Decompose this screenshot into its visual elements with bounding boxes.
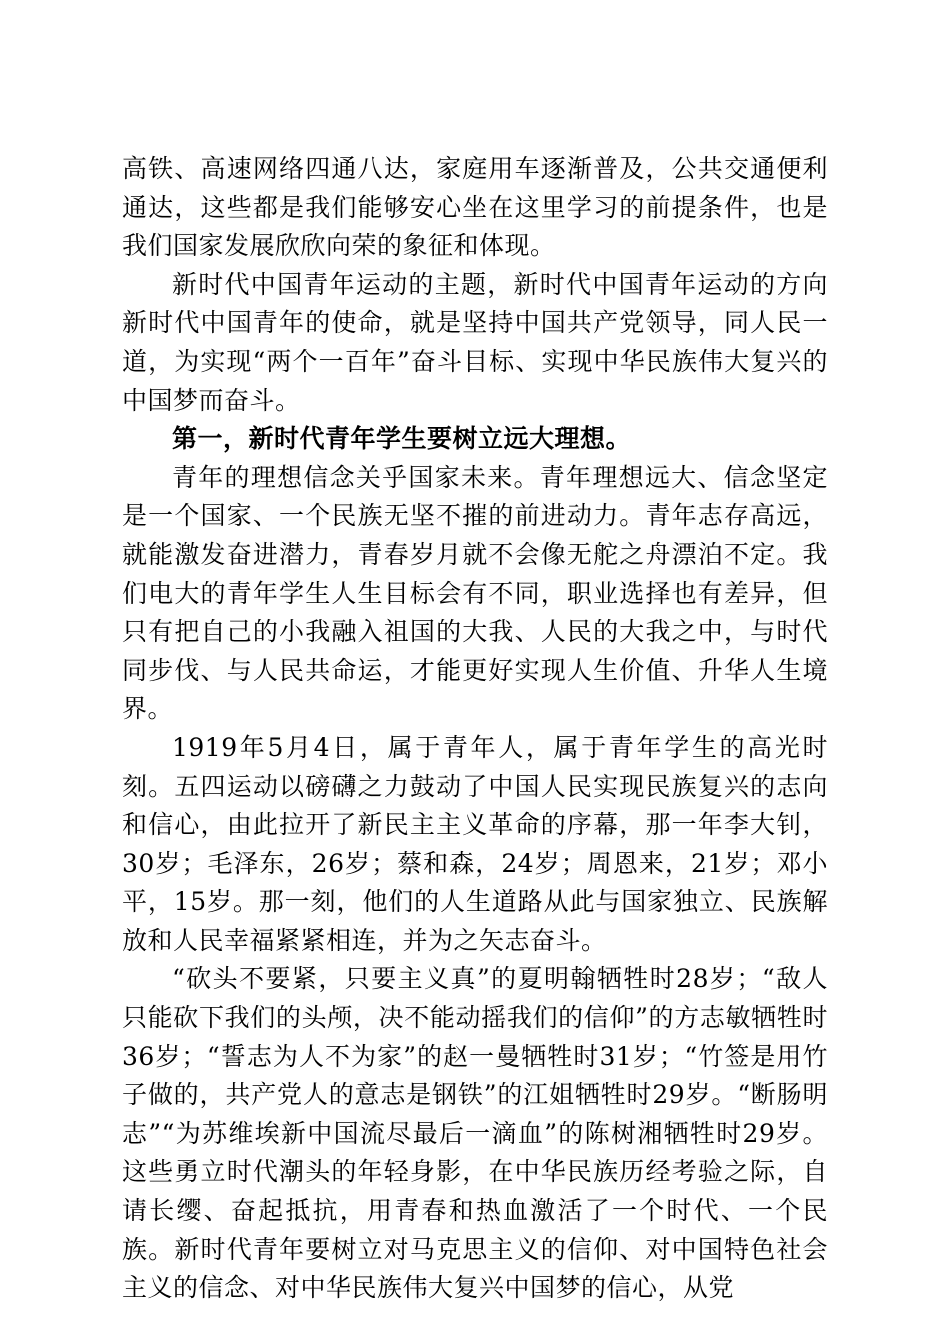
paragraph-youth-mission: 新时代中国青年运动的主题，新时代中国青年运动的方向新时代中国青年的使命，就是坚持中国共产党领导，同人民一道，为实现“两个一百年”奋斗目标、实现中华民族伟大复兴的中国梦而奋斗。 xyxy=(122,269,828,415)
paragraph-ideals: 青年的理想信念关乎国家未来。青年理想远大、信念坚定是一个国家、一个民族无坚不摧的前进动力。青年志存高远，就能激发奋进潜力，青春岁月就不会像无舵之舟漂泊不定。我们电大的青年学生人生目标会有不同，职业选择也有差异，但只有把自己的小我融入祖国的大我、人民的大我之中，与时代同步伐、与人民共命运，才能更好实现人生价值、升华人生境界。 xyxy=(122,462,828,724)
document-page xyxy=(122,150,828,1308)
paragraph-may-fourth: 1919年5月4日，属于青年人，属于青年学生的高光时刻。五四运动以磅礴之力鼓动了中国人民实现民族复兴的志向和信心，由此拉开了新民主主义革命的序幕，那一年李大钊，30岁；毛泽东，26岁；蔡和森，24岁；周恩来，21岁；邓小平，15岁。那一刻，他们的人生道路从此与国家独立、民族解放和人民幸福紧紧相连，并为之矢志奋斗。 xyxy=(122,732,828,955)
section-heading-first: 第一，新时代青年学生要树立远大理想。 xyxy=(172,424,632,454)
paragraph-martyrs: “砍头不要紧，只要主义真”的夏明翰牺牲时28岁；“敌人只能砍下我们的头颅，决不能动摇我们的信仰”的方志敏牺牲时36岁；“誓志为人不为家”的赵一曼牺牲时31岁；“竹签是用竹子做的，共产党人的意志是钢铁”的江姐牺牲时29岁。“断肠明志”“为苏维埃新中国流尽最后一滴血”的陈树湘牺牲时29岁。这些勇立时代潮头的年轻身影，在中华民族历经考验之际，自请长缨、奋起抵抗，用青春和热血激活了一个时代、一个民族。新时代青年要树立对马克思主义的信仰、对中国特色社会主义的信念、对中华民族伟大复兴中国梦的信心，从党 xyxy=(122,964,828,1303)
paragraph-continuation: 高铁、高速网络四通八达，家庭用车逐渐普及，公共交通便利通达，这些都是我们能够安心坐在这里学习的前提条件，也是我们国家发展欣欣向荣的象征和体现。 xyxy=(122,154,828,261)
